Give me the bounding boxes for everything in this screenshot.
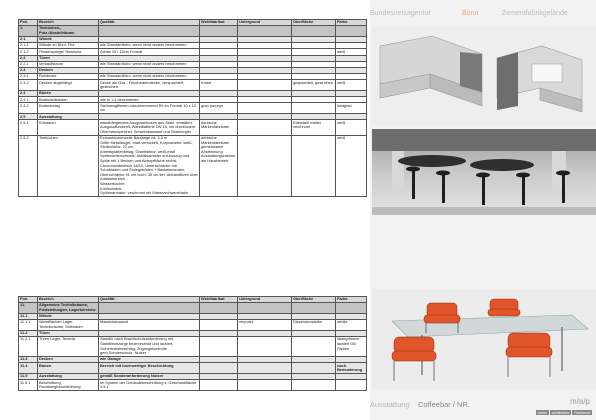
table-cell: Wandflächen Lager, Technikräume, Mülnraum — [38, 320, 99, 331]
table-cell — [292, 337, 336, 357]
section-row — [19, 363, 367, 374]
table-cell — [200, 380, 238, 391]
table-cell: Wände zu Büro, Flur — [38, 43, 99, 49]
table-cell: 2.5 — [19, 114, 38, 120]
nav-button-2[interactable]: architekten — [551, 410, 570, 415]
spec-table-technical — [18, 296, 367, 391]
table-cell: weiße — [336, 320, 367, 331]
cabinet-render-image — [372, 26, 596, 125]
table-cell: Allgemeine Technikräume, Poststellungen, Lagerbereiche — [38, 303, 99, 314]
table-cell: Böden — [38, 363, 99, 374]
table-cell: nach Bemusterung — [336, 363, 367, 374]
column-header: Wohlfabrikat — [200, 297, 238, 303]
table-cell: Böden — [38, 91, 99, 97]
table-cell: Decken abgehängt — [38, 80, 99, 91]
table-cell: Ausstattung — [38, 374, 99, 380]
table-cell: Bereich mit hochwertiger Beschichtung — [99, 363, 200, 374]
table-cell — [200, 337, 238, 357]
table-cell: Steinzeugfliesen rutschhemmend R9 im Format 10 x 10 cm — [99, 103, 200, 114]
table-cell: Knauf — [200, 80, 238, 91]
footer-section: Ausstattung — [370, 400, 410, 409]
table-row — [19, 120, 367, 135]
table-cell — [292, 363, 336, 374]
table-cell: lichtgrau — [336, 103, 367, 114]
column-header: Pos. — [19, 20, 38, 26]
table-cell: weiß — [336, 49, 367, 55]
table-cell: 11.2.1 — [19, 337, 38, 357]
column-header: Qualität — [99, 20, 200, 26]
table-row — [19, 320, 367, 331]
site-name: Zementfabrikgelände — [502, 10, 568, 17]
table-cell — [292, 135, 336, 196]
table-cell: Im System der Gebäudebeschriftung s. Geschossfläche 3.5.1 — [99, 380, 200, 391]
table-cell: 2.4.2 — [19, 103, 38, 114]
table-cell — [336, 303, 367, 314]
section-row — [19, 303, 367, 314]
column-header: Untergrund — [238, 297, 292, 303]
table-cell: Beschriftung, Rochtwegbeschilderung — [38, 380, 99, 391]
table-cell: 2.5.2 — [19, 135, 38, 196]
table-cell: wie Standardbüro, wenn nicht anders beschrieben — [99, 43, 200, 49]
table-cell: 11. — [19, 303, 38, 314]
table-cell — [200, 303, 238, 314]
table-cell — [238, 303, 292, 314]
table-cell: wandhängendes Ausgussbecken aus Stahl, emailliert AusgussBeckenS-Wandbatterie DN 15, mit drucklosem Oberhahnspeicher, Schwenkauslauf und Strahlregler — [99, 120, 200, 135]
table-row — [19, 103, 367, 114]
table-cell: Decken — [38, 67, 99, 73]
table-cell: Achse 10 / 10cm Format — [99, 49, 200, 55]
table-cell — [238, 120, 292, 135]
table-cell: 2.1.1 — [19, 43, 38, 49]
table-cell — [238, 337, 292, 357]
column-header: Pos. — [19, 297, 38, 303]
table-cell: 2.1.2 — [19, 49, 38, 55]
table-cell — [238, 80, 292, 91]
table-cell: lasergrimmer lackiert DB Farben — [336, 337, 367, 357]
table-cell: Decken — [38, 357, 99, 363]
table-cell: 2.2 — [19, 55, 38, 61]
table-cell — [200, 363, 238, 374]
table-cell: Bodenaufbauten — [38, 97, 99, 103]
table-cell: weiß — [336, 120, 367, 135]
table-cell — [238, 363, 292, 374]
column-header: Oberfläche — [292, 297, 336, 303]
table-cell: 11.5 — [19, 374, 38, 380]
column-header: Qualität — [99, 297, 200, 303]
header-bar — [370, 7, 596, 22]
table-cell: wie in 1.4 beschrieben — [99, 97, 200, 103]
table-cell: deutsche Markenfabrikate — [200, 120, 238, 135]
table-cell: 2.4.1 — [19, 97, 38, 103]
section-row — [19, 26, 367, 37]
table-cell: 2.5.1 — [19, 120, 38, 135]
table-cell: 2.4 — [19, 91, 38, 97]
table-cell — [238, 135, 292, 196]
table-cell: 2.3.2 — [19, 80, 38, 91]
table-cell: 11.2 — [19, 330, 38, 336]
table-cell: weiß — [336, 135, 367, 196]
nav-button-1[interactable]: mean — [537, 410, 547, 415]
table-cell — [238, 26, 292, 37]
table-cell: gespachtelt, gestrichen — [292, 80, 336, 91]
footer-nav — [536, 410, 592, 415]
table-cell: Teeküchen — [38, 135, 99, 196]
table-cell — [238, 103, 292, 114]
table-cell: Türen Lager, Technik — [38, 337, 99, 357]
table-cell: Decke als Gka - Feuchtraumdecke, verspachtelt, gestrichen — [99, 80, 200, 91]
table-cell: 11.1 — [19, 313, 38, 319]
chairs-table-render — [372, 289, 596, 389]
table-row — [19, 135, 367, 196]
table-cell — [292, 380, 336, 391]
table-cell: grau porphyr — [200, 103, 238, 114]
footer-room: Coffeebar / NR. — [418, 400, 470, 409]
table-cell: Edelstahl matter verchromt — [292, 120, 336, 135]
table-cell — [200, 26, 238, 37]
table-cell — [336, 26, 367, 37]
table-cell: 11.5.1 — [19, 380, 38, 391]
table-cell — [292, 26, 336, 37]
table-cell: Dispersionsfarbe — [292, 320, 336, 331]
city-name: Bonn — [462, 10, 479, 17]
table-row — [19, 80, 367, 91]
table-cell: Ausstattung — [38, 114, 99, 120]
project-name: Bundesnetzagentur — [370, 10, 431, 17]
table-cell: Kühlraum — [38, 120, 99, 135]
table-cell: 11.4 — [19, 363, 38, 374]
table-cell: 2.2.1 — [19, 61, 38, 67]
table-cell: 1. — [19, 26, 38, 37]
table-cell — [292, 303, 336, 314]
footer-bar — [370, 396, 596, 420]
table-cell: Bodenbelag — [38, 103, 99, 114]
table-cell — [336, 380, 367, 391]
table-cell: 11.3 — [19, 357, 38, 363]
cafeteria-photo — [372, 129, 596, 215]
column-header: Untergrund — [238, 20, 292, 26]
table-cell: Türen — [38, 330, 99, 336]
table-cell: 2.1 — [19, 36, 38, 42]
table-row — [19, 380, 367, 391]
table-cell: verputzt — [238, 320, 292, 331]
table-cell: Wände — [38, 36, 99, 42]
nav-button-3[interactable]: Fachbuch — [574, 410, 590, 415]
column-header: Wohlfabrikat — [200, 20, 238, 26]
table-row — [19, 337, 367, 357]
table-cell: Stahltür nach Brandschutzanforderung mit Stahlblechzarge feuerverzinkt und lackiert, Sicherheitsbeschlag, Zugangskontrolle gem.Sonderschutz, Nutzer — [99, 337, 200, 357]
table-cell: Teeküchen-, Putz-/Abstellräume — [38, 26, 99, 37]
table-cell: wie Standardbüro, wenn nicht anders beschrieben — [99, 74, 200, 80]
table-cell: gemäß Sonderanforderung Nutzer — [99, 374, 200, 380]
table-cell — [99, 303, 200, 314]
table-cell: Massivbauwand — [99, 320, 200, 331]
table-cell: deutsche Markenfabrikate gemeinsame Abstimmung Ausstattungsmerkmale Hausbetrieb — [200, 135, 238, 196]
table-cell: Fliesenspiegel Teeküche — [38, 49, 99, 55]
column-header: Farbe — [336, 20, 367, 26]
table-cell: wie Standardbüro, wenn nicht anders beschrieben — [99, 61, 200, 67]
table-cell: weiß — [336, 80, 367, 91]
table-cell: Türen — [38, 55, 99, 61]
brand-logo: m/a/p — [569, 397, 590, 406]
table-cell: 2.3.1 — [19, 74, 38, 80]
column-header: Bezeich — [38, 297, 99, 303]
spec-table-kitchens — [18, 19, 367, 197]
table-cell — [238, 380, 292, 391]
table-cell — [292, 103, 336, 114]
table-cell — [99, 26, 200, 37]
table-cell: wie Garage — [99, 357, 200, 363]
table-cell: Verkaufsraum — [38, 61, 99, 67]
table-cell: 2.3 — [19, 67, 38, 73]
column-header: Farbe — [336, 297, 367, 303]
column-header: Oberfläche — [292, 20, 336, 26]
table-cell: 11.1.1 — [19, 320, 38, 331]
table-cell: Einbauküchenzeile Baulänge ca. 3,0 m Griffe Metallbügel, matt-vernickelt, Korpusfarbe: weiß, Stollenhöhe: 21 cm Arbeitsplattenbelag: Granitdekor, weiß-matt Spülenunterschrank: Abfallsammler auf Auszug und Spüle mit 1 Becken und Abtropffläche rechts, Chrommoldeleisch 18/10, Unterschränke mit Schubladen und Einlegeböden + Backelementen, Oberschränke 91 cm hoch, 35 cm tief, Abtrandtüren über Arbeitsbereich Wasserkocher Kühlschrank Spülenarmatur: verchromt mit Massivschwenkhahn — [100, 135, 198, 196]
table-cell: Rohdecke — [38, 74, 99, 80]
table-cell: Wände — [38, 313, 99, 319]
column-header: Bezeich — [38, 20, 99, 26]
table-cell — [200, 320, 238, 331]
